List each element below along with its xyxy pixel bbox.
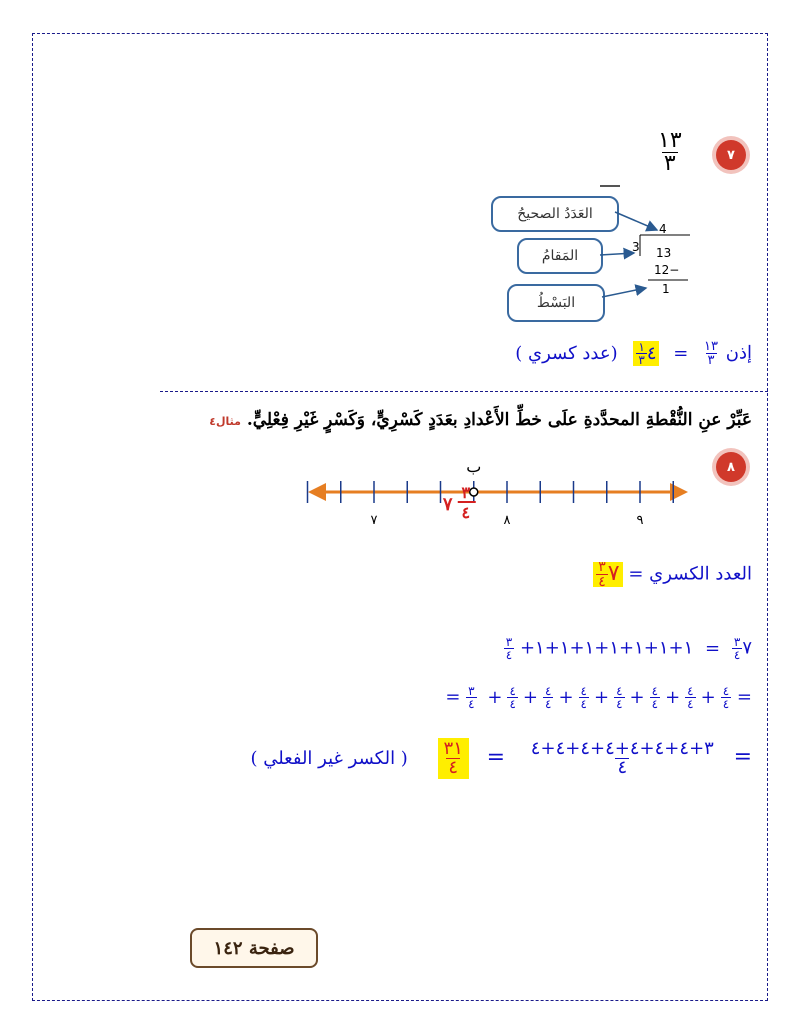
- expansion-line-1: [504, 636, 752, 661]
- l2-term-den: ٤: [616, 697, 623, 711]
- l2-plus: +: [522, 686, 538, 708]
- expansion-line-2: [445, 685, 752, 710]
- answer-note: (عدد كسري ): [515, 342, 618, 364]
- l2-term-num: ٤: [580, 684, 587, 698]
- problem-8-badge: ٨: [716, 452, 746, 482]
- l2-term: [650, 685, 660, 710]
- l2-term: [721, 685, 731, 710]
- handwritten-den: ٤: [461, 503, 471, 522]
- l3-denominator: ٤: [617, 757, 628, 778]
- l1-lhs-whole: ٧: [742, 637, 752, 659]
- division-remainder: 1: [662, 282, 670, 296]
- handwritten-num: ٣: [461, 483, 471, 502]
- l1-lhs-num: ٣: [733, 635, 741, 649]
- arrows-diagram: [590, 200, 700, 310]
- mixed-whole: ٧: [607, 560, 620, 586]
- point-label: ب: [466, 457, 482, 476]
- fraction-denominator: ٣: [663, 151, 676, 176]
- l2-term-num: ٤: [616, 684, 623, 698]
- number-line-tick-label: ٨: [503, 513, 511, 528]
- section-separator: [160, 391, 768, 392]
- l2-term-num: ٤: [687, 684, 694, 698]
- answer-equals: =: [673, 342, 689, 364]
- fraction-numerator: ١٣: [658, 128, 682, 153]
- l2-plus: +: [558, 686, 574, 708]
- l2-plus: +: [487, 686, 503, 708]
- l2-term-num: ٤: [544, 684, 552, 698]
- l2-plus: +: [700, 686, 716, 708]
- example-instruction: عَبِّرْ عنِ النُّقْطةِ المحدَّدةِ علَى خطِّ الأَعْدادِ بعَدَدٍ كَسْرِيٍّ، وَكَسْرٍ غَيْرِ فِعْلِيٍّ.: [246, 410, 752, 430]
- answer-mixed-den: ٣: [638, 353, 645, 367]
- problem-7-answer: [515, 340, 752, 367]
- l2-term: [614, 685, 624, 710]
- answer-prefix: إذن: [725, 342, 752, 364]
- division-subtract-value: 12: [654, 263, 670, 277]
- l2-eq-left: =: [736, 686, 752, 708]
- l2-term: [507, 685, 517, 710]
- l2-plus: +: [665, 686, 681, 708]
- l1-ones: ١+١+١+١+١+١+١+: [519, 637, 694, 659]
- answer-frac-num: ١٣: [704, 339, 719, 354]
- mixed-value: [593, 559, 622, 590]
- l2-term-den: ٤: [544, 697, 552, 711]
- l2-eq-right: =: [445, 686, 461, 708]
- l2-term-den: ٤: [651, 697, 659, 711]
- l2-term: [543, 685, 553, 710]
- division-dividend: 13: [656, 246, 672, 260]
- expansion-line-3: [250, 738, 752, 779]
- l2-term-num: ٤: [509, 684, 516, 698]
- point-marker: [470, 488, 478, 496]
- number-line: [300, 450, 700, 530]
- answer-mixed-number: [633, 341, 659, 366]
- mixed-label: العدد الكسري =: [628, 563, 752, 585]
- answer-frac-den: ٣: [707, 353, 715, 368]
- l1-den: ٤: [505, 648, 513, 662]
- number-line-tick-label: ٧: [370, 513, 378, 528]
- l2-term-den: ٤: [509, 697, 516, 711]
- example-tag: مثال٤: [209, 415, 241, 428]
- label-denominator: المَقامُ: [517, 238, 603, 274]
- number-line-left-arrow: [308, 483, 326, 501]
- mixed-den: ٤: [598, 574, 606, 590]
- division-quotient: 4: [659, 222, 667, 236]
- example-heading: [209, 410, 752, 430]
- division-divisor: 3: [632, 240, 640, 254]
- problem-7-badge: ٧: [716, 140, 746, 170]
- l3-numerator: ٣+٤+٤+٤+٤+٤+٤+٤: [530, 738, 714, 759]
- division-subtract: [654, 263, 679, 277]
- l3-eq: =: [733, 744, 752, 770]
- l2-last-den: ٤: [468, 697, 475, 711]
- l2-term-num: ٤: [722, 684, 730, 698]
- l3-eq2: =: [486, 744, 506, 770]
- l2-term-den: ٤: [722, 697, 730, 711]
- division-subtract-sign: −: [669, 263, 680, 277]
- l2-plus: +: [593, 686, 610, 708]
- problem-7-fraction: [656, 130, 684, 175]
- l2-last-num: ٣: [468, 684, 475, 698]
- l3-result-num: ٣١: [443, 738, 463, 759]
- l2-plus: +: [629, 686, 645, 708]
- arrow-denominator: [600, 253, 634, 255]
- scan-mark: [600, 185, 620, 187]
- l1-num: ٣: [505, 635, 513, 649]
- l2-term: [579, 685, 589, 710]
- arrow-whole: [615, 212, 657, 230]
- l2-term-den: ٤: [687, 697, 694, 711]
- l1-lhs-den: ٤: [733, 648, 741, 662]
- page-number-label: صفحة ١٤٢: [190, 928, 318, 968]
- label-whole-number: العَدَدُ الصحيحُ: [491, 196, 619, 232]
- answer-mixed-num: ١: [638, 340, 645, 354]
- l2-term-num: ٤: [651, 684, 659, 698]
- l2-terms: [482, 684, 731, 711]
- mixed-num: ٣: [598, 559, 606, 575]
- number-line-tick-label: ٩: [636, 513, 644, 528]
- l3-result-den: ٤: [448, 757, 459, 778]
- mixed-number-row: [593, 560, 752, 589]
- answer-whole: ٤: [646, 342, 657, 364]
- label-numerator: البَسْطُ: [507, 284, 605, 322]
- l2-term: [685, 685, 695, 710]
- l3-note: ( الكسر غير الفعلي ): [250, 747, 408, 769]
- l1-eq: =: [705, 637, 721, 659]
- arrow-numerator: [602, 288, 646, 297]
- l2-term-den: ٤: [580, 697, 587, 711]
- handwritten-whole: ٧: [442, 494, 453, 515]
